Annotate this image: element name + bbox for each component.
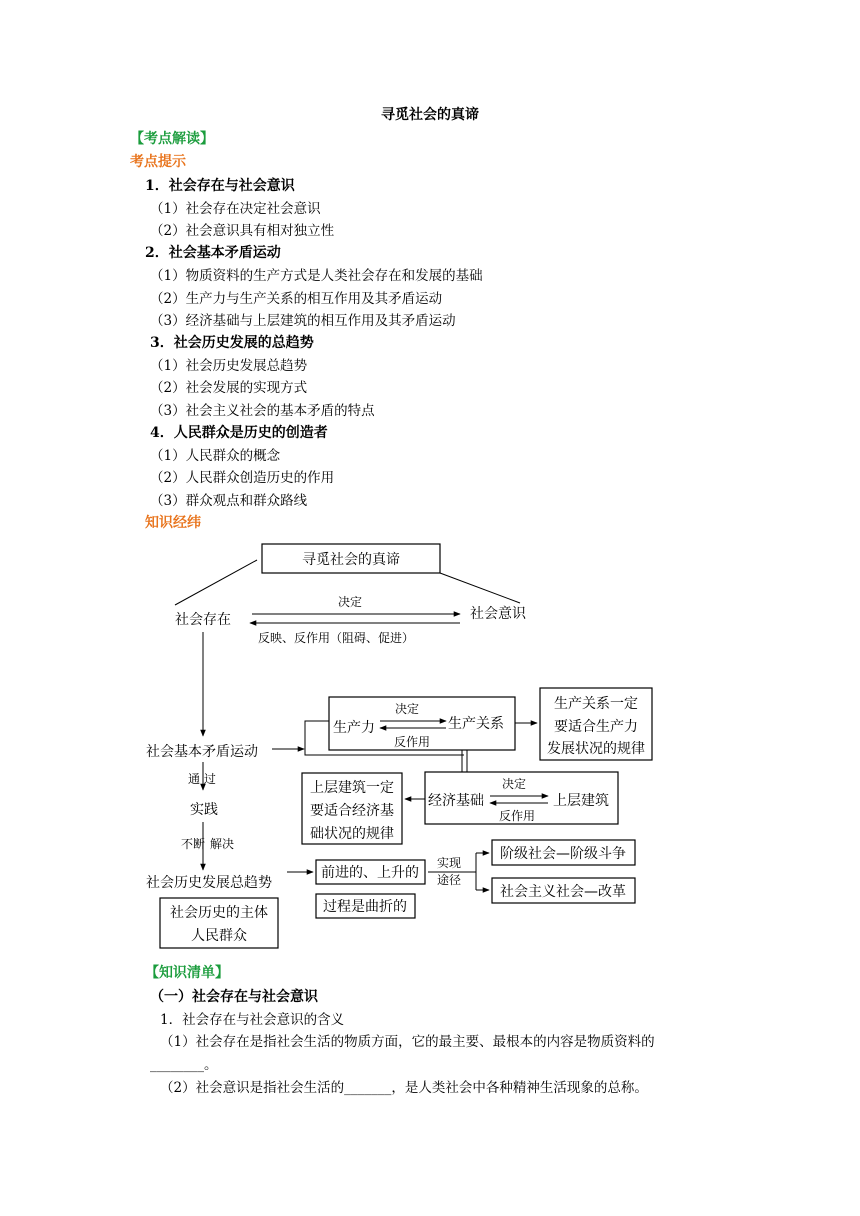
eb-react-label: 反作用 <box>499 809 536 823</box>
outline-item: （2）社会意识具有相对独立性 <box>150 223 335 239</box>
law-pr-line: 生产关系一定 <box>554 696 638 712</box>
eb-decides-label: 决定 <box>502 777 527 791</box>
forward-label: 前进的、上升的 <box>321 865 419 881</box>
decides-label: 决定 <box>338 595 363 609</box>
pr-react-label: 反作用 <box>394 735 431 749</box>
solve-label: 解决 <box>210 837 235 851</box>
realize-label: 实现 <box>437 856 462 870</box>
subsection-zhishi-jingwei: 知识经纬 <box>145 515 201 531</box>
social-existence-label: 社会存在 <box>175 612 231 628</box>
tortuous-label: 过程是曲折的 <box>323 899 407 915</box>
part1-title: （一）社会存在与社会意识 <box>150 989 318 1005</box>
pr-decides-label: 决定 <box>395 702 420 716</box>
outline-heading: 4．人民群众是历史的创造者 <box>150 425 328 441</box>
reflects-label: 反映、反作用（阻碍、促进） <box>258 631 415 645</box>
paragraph-1a: （1）社会存在是指社会生活的物质方面，它的最主要、最根本的内容是物质资料的 <box>160 1034 655 1050</box>
law-sup-line: 要适合经济基 <box>310 803 394 819</box>
outline-item: （1）社会存在决定社会意识 <box>150 201 321 217</box>
outline-item: （1）人民群众的概念 <box>150 448 281 464</box>
outline-item: （2）社会发展的实现方式 <box>150 380 308 396</box>
part1-sub: 1．社会存在与社会意识的含义 <box>160 1012 345 1028</box>
subject-line: 社会历史的主体 <box>170 905 268 921</box>
section-qingdan: 【知识清单】 <box>145 965 229 981</box>
paragraph-1b: ________。 <box>150 1057 218 1073</box>
law-pr-line: 要适合生产力 <box>554 719 638 735</box>
productivity-label: 生产力 <box>333 720 375 736</box>
outline-item: （1）物质资料的生产方式是人类社会存在和发展的基础 <box>150 268 483 284</box>
paragraph-2: （2）社会意识是指社会生活的_______，是人类社会中各种精神生活现象的总称。 <box>160 1080 648 1096</box>
outline-item: （3）经济基础与上层建筑的相互作用及其矛盾运动 <box>150 313 456 329</box>
outline-item: （2）人民群众创造历史的作用 <box>150 470 335 486</box>
law-pr-line: 发展状况的规律 <box>547 741 645 757</box>
outline-heading: 2．社会基本矛盾运动 <box>145 245 281 261</box>
basic-contradiction-label: 社会基本矛盾运动 <box>146 744 258 760</box>
outline-heading: 3．社会历史发展的总趋势 <box>150 335 314 351</box>
law-sup-line: 上层建筑一定 <box>310 780 394 796</box>
path-label: 途径 <box>437 873 462 887</box>
economic-base-label: 经济基础 <box>428 793 484 809</box>
trend-label: 社会历史发展总趋势 <box>146 875 272 891</box>
socialist-society-label: 社会主义社会—改革 <box>500 884 626 900</box>
outline-item: （3）群众观点和群众路线 <box>150 493 308 509</box>
keep-label: 不断 <box>181 837 206 851</box>
root-label: 寻觅社会的真谛 <box>302 552 400 568</box>
outline-item: （2）生产力与生产关系的相互作用及其矛盾运动 <box>150 291 443 307</box>
outline-heading: 1．社会存在与社会意识 <box>145 178 295 194</box>
production-relations-label: 生产关系 <box>448 716 504 732</box>
law-sup-line: 础状况的规律 <box>310 826 394 842</box>
through-label: 通 过 <box>188 772 216 786</box>
section-kaodian: 【考点解读】 <box>130 131 214 147</box>
outline-item: （3）社会主义社会的基本矛盾的特点 <box>150 403 375 419</box>
outline-item: （1）社会历史发展总趋势 <box>150 358 308 374</box>
page-title: 寻觅社会的真谛 <box>381 107 479 123</box>
superstructure-label: 上层建筑 <box>553 793 609 809</box>
subsection-kaodian-tishi: 考点提示 <box>130 154 186 170</box>
social-consciousness-label: 社会意识 <box>470 606 526 622</box>
subject-line: 人民群众 <box>191 928 247 944</box>
class-society-label: 阶级社会—阶级斗争 <box>500 846 626 862</box>
practice-label: 实践 <box>190 802 218 818</box>
